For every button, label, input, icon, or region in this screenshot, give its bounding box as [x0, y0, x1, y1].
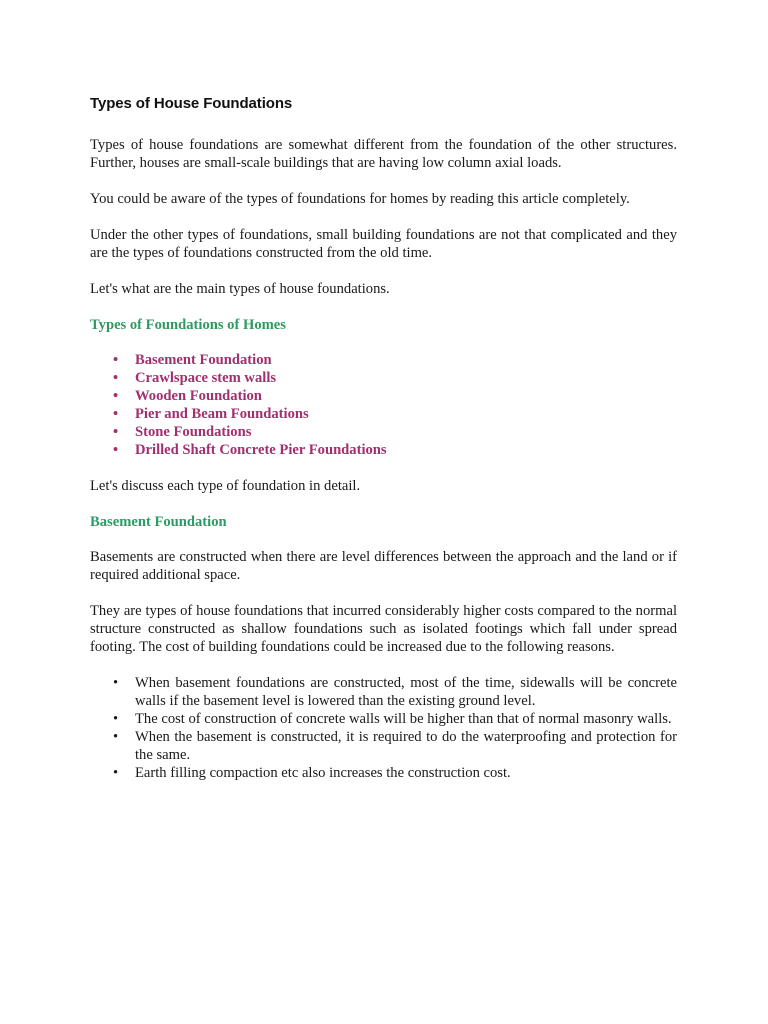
- reasons-list-item-text: Earth filling compaction etc also increases the construction cost.: [135, 765, 511, 781]
- reasons-list-item-text: When the basement is constructed, it is required to do the waterproofing and protection for the same.: [135, 729, 677, 763]
- page-title: Types of House Foundations: [90, 95, 293, 112]
- reasons-list-item-text: The cost of construction of concrete walls will be higher than that of normal masonry walls.: [135, 711, 672, 727]
- reasons-list: [90, 674, 677, 782]
- types-list-item-label: Pier and Beam Foundations: [135, 406, 309, 422]
- reasons-list-item: [113, 764, 677, 782]
- bullet-icon: •: [113, 406, 119, 422]
- types-heading: Types of Foundations of Homes: [90, 317, 286, 333]
- types-list-item-label: Drilled Shaft Concrete Pier Foundations: [135, 442, 387, 458]
- bullet-icon: •: [113, 729, 119, 745]
- types-list-item-pier-beam[interactable]: [113, 405, 677, 423]
- bullet-icon: •: [113, 388, 119, 404]
- reasons-list-item-text: When basement foundations are constructed, most of the time, sidewalls will be concrete walls if the basement level is lowered than the existing ground level.: [135, 675, 677, 709]
- types-list-item-label: Basement Foundation: [135, 352, 272, 368]
- intro-paragraph: Let's what are the main types of house foundations.: [90, 281, 390, 297]
- intro-paragraph: Types of house foundations are somewhat different from the foundation of the other structures. Further, houses are small-scale buildings that are having low column axial loads.: [90, 137, 677, 171]
- reasons-list-item: [113, 674, 677, 710]
- bullet-icon: •: [113, 442, 119, 458]
- types-list-item-drilled-shaft[interactable]: [113, 441, 677, 459]
- types-list-item-label: Stone Foundations: [135, 424, 252, 440]
- document-page: [90, 94, 677, 800]
- types-list-item-label: Wooden Foundation: [135, 388, 262, 404]
- reasons-list-item: [113, 728, 677, 764]
- types-list-item-wooden[interactable]: [113, 387, 677, 405]
- bullet-icon: •: [113, 370, 119, 386]
- basement-heading: Basement Foundation: [90, 514, 227, 530]
- intro-paragraph: Under the other types of foundations, small building foundations are not that complicated and they are the types of foundations constructed from the old time.: [90, 227, 677, 261]
- basement-paragraph: They are types of house foundations that incurred considerably higher costs compared to the normal structure constructed as shallow foundations such as isolated footings which fall under spread footing. The cost of building foundations could be increased due to the following reasons.: [90, 603, 677, 655]
- types-list-item-stone[interactable]: [113, 423, 677, 441]
- types-list-item-label: Crawlspace stem walls: [135, 370, 277, 386]
- bullet-icon: •: [113, 424, 119, 440]
- types-list: [90, 351, 677, 459]
- bullet-icon: •: [113, 675, 119, 691]
- reasons-list-item: [113, 710, 677, 728]
- types-list-item-basement[interactable]: [113, 351, 677, 369]
- bullet-icon: •: [113, 711, 119, 727]
- intro-paragraph: You could be aware of the types of foundations for homes by reading this article completely.: [90, 191, 630, 207]
- discuss-paragraph: Let's discuss each type of foundation in detail.: [90, 478, 361, 494]
- types-list-item-crawlspace[interactable]: [113, 369, 677, 387]
- bullet-icon: •: [113, 352, 119, 368]
- basement-paragraph: Basements are constructed when there are level differences between the approach and the land or if required additional space.: [90, 549, 677, 583]
- bullet-icon: •: [113, 765, 119, 781]
